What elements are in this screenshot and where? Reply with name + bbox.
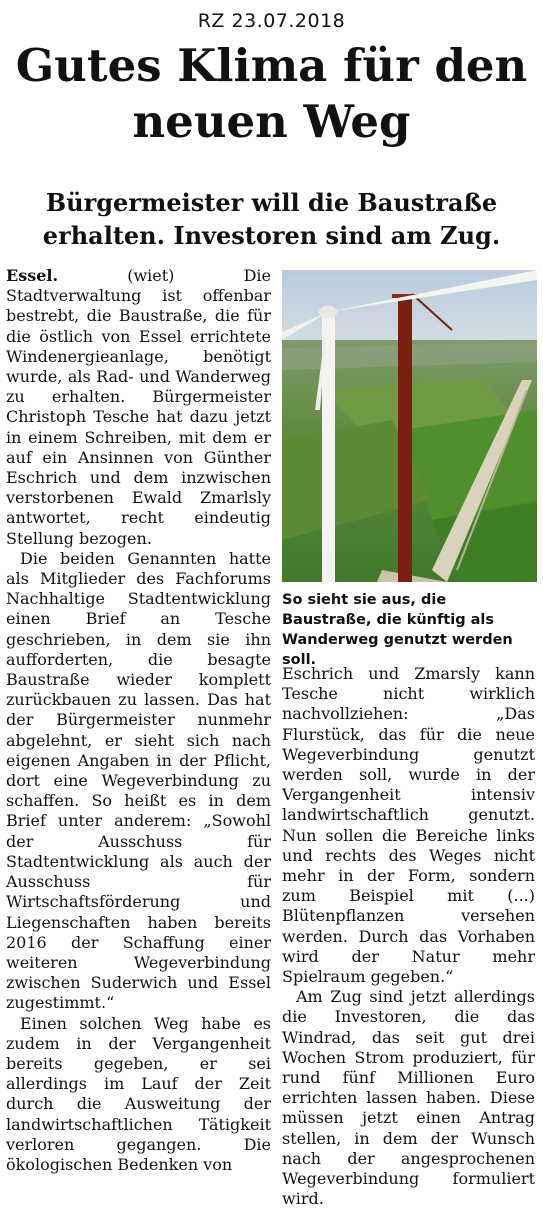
wind-turbine-photo	[282, 270, 537, 582]
article-paragraph-3: Einen solchen Weg habe es zudem in der Vergangenheit bereits gegeben, er sei allerdings im Lauf der Zeit durch die Ausweitung der landwirtschaftlichen Tätigkeit verloren gegangen. Die ökologischen Bedenken von	[6, 1013, 271, 1174]
article-column-left	[6, 266, 271, 1175]
dateline: RZ 23.07.2018	[197, 10, 346, 32]
paragraph-1-text: (wiet) Die Stadtverwaltung ist offenbar bestrebt, die Baustraße, die für die östlich von Essel errichtete Windenergieanlage, benötigt wurde, als Rad- und Wanderweg zu erhalten. Bürgermeister Christoph Tesche hat dazu jetzt in einem Schreiben, mit dem er auf ein Ansinnen von Günther Eschrich und dem inzwischen verstorbenen Ewald Zmarlsly antwortet, recht eindeutig Stellung bezogen.	[6, 266, 271, 548]
headline: Gutes Klima für den neuen Weg	[15, 39, 528, 148]
article-paragraph-1	[6, 266, 271, 549]
article-paragraph-2: Die beiden Genannten hatte als Mitglieder des Fachforums Nachhaltige Stadtentwicklung einen Brief an Tesche geschrieben, in dem sie ihn aufforderten, die besagte Baustraße wieder komplett zurückbauen zu lassen. Das hat der Bürgermeister nunmehr abgelehnt, er sieht sich nach eigenen Angaben in der Pflicht, dort eine Wegeverbindung zu schaffen. So heißt es in dem Brief unter anderem: „Sowohl der Ausschuss für Stadtentwicklung als auch der Ausschuss für Wirtschaftsförderung und Liegenschaften haben bereits 2016 der Schaffung einer weiteren Wegeverbindung zwischen Suderwich und Essel zugestimmt.“	[6, 548, 271, 1013]
article-paragraph-5: Am Zug sind jetzt allerdings die Investoren, die das Windrad, das seit gut drei Wochen Strom produziert, für rund fünf Millionen Euro errichten lassen haben. Diese müssen jetzt einen Antrag stellen, in dem der Wunsch nach der angesprochenen Wegeverbindung formuliert wird.	[282, 987, 535, 1209]
article-column-right	[282, 664, 535, 1209]
subheadline: Bürgermeister will die Baustraße erhalten. Investoren sind am Zug.	[42, 188, 501, 250]
article-paragraph-4: Eschrich und Zmarsly kann Tesche nicht wirklich nachvollziehen: „Das Flurstück, das für die neue Wegeverbindung genutzt werden soll, wurde in der Vergangenheit intensiv landwirtschaftlich genutzt. Nun sollen die Bereiche links und rechts des Weges nicht mehr in der Form, sondern zum Beispiel mit (...) Blütenpflanzen versehen werden. Durch das Vorhaben wird der Natur mehr Spielraum gegeben.“	[282, 664, 535, 987]
photo-caption: So sieht sie aus, die Baustraße, die künftig als Wanderweg genutzt werden soll.	[282, 592, 513, 668]
lead-place: Essel.	[6, 266, 59, 285]
